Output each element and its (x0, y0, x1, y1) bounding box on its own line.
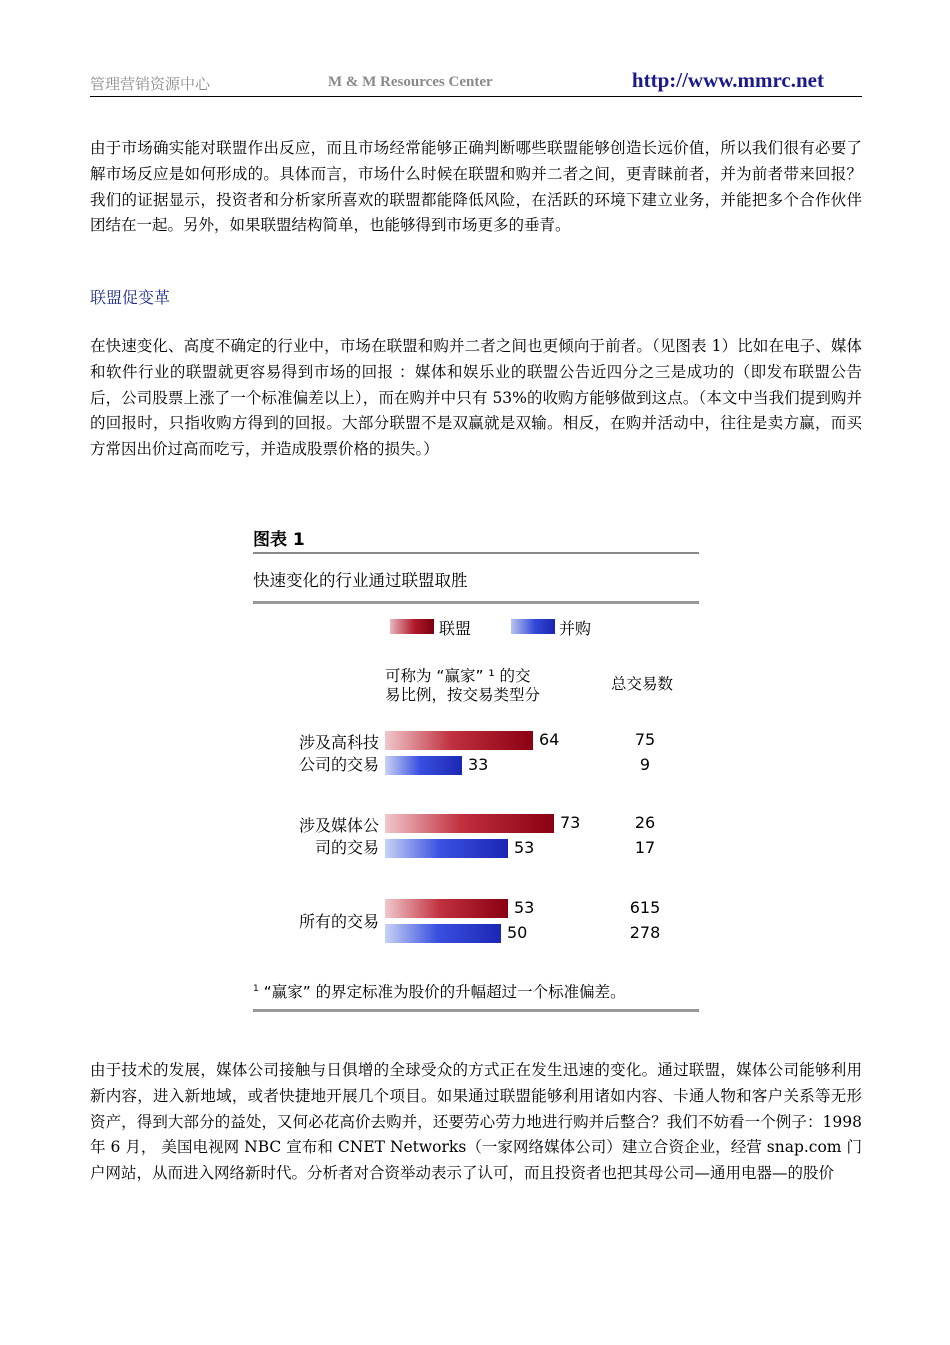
bar-value-label: 53 (514, 838, 535, 857)
bar-merger (385, 839, 508, 858)
legend-swatch-alliance (390, 619, 434, 634)
paragraph-3: 由于技术的发展，媒体公司接触与日俱增的全球受众的方式正在发生迅速的变化。通过联盟，媒体公司能够利用新内容，进入新地域，或者快捷地开展几个项目。如果通过联盟能够利用诸如内容、卡通人物和客户关系等无形资产，得到大部分的益处，又何必花高价去购并，还要劳心劳力地进行购并后整合？我们不妨看一个例子：1998 年 6 月， 美国电视网 NBC 宣布和 CNET Networks（一家网络媒体公司）建立合资企业，经营 snap.com 门户网站，从而进入网络新时代。分析者对合资举动表示了认可，而且投资者也把其母公司—通用电器—的股价 (90, 1061, 862, 1183)
column-header-left-line2: 易比例，按交易类型分 (385, 686, 541, 704)
bar-value-label: 64 (539, 730, 560, 749)
total-deals-count: 75 (634, 730, 656, 749)
figure-divider (253, 601, 699, 604)
bar-value-label: 50 (507, 923, 528, 942)
header-url-link[interactable]: http://www.mmrc.net (631, 68, 824, 92)
figure-chart (253, 522, 699, 1014)
bar-merger (385, 756, 462, 775)
total-deals-count: 278 (629, 923, 661, 942)
bar-value-label: 53 (514, 898, 535, 917)
chart-footnote (253, 980, 626, 1002)
legend-swatch-merger (511, 619, 555, 634)
figure-divider (253, 552, 699, 554)
bar-alliance (385, 899, 508, 918)
bar-value-label: 33 (468, 755, 489, 774)
figure-label: 图表 1 (253, 530, 305, 550)
total-deals-count: 17 (634, 838, 656, 857)
total-deals-count: 9 (639, 755, 651, 774)
bar-alliance (385, 814, 554, 833)
figure-divider (253, 1009, 699, 1012)
column-header-left-line1: 可称为 “赢家” ¹ 的交 (385, 667, 531, 685)
header-org-name: 管理营销资源中心 (90, 75, 211, 93)
bar-value-label: 73 (560, 813, 581, 832)
footnote-text: “赢家” 的界定标准为股价的升幅超过一个标准偏差。 (263, 983, 626, 1001)
header-center-name: M & M Resources Center (328, 74, 493, 90)
chart-title: 快速变化的行业通过联盟取胜 (253, 571, 468, 590)
legend-label-merger: 并购 (559, 619, 592, 638)
footnote-mark: 1 (253, 983, 259, 994)
column-header-right: 总交易数 (611, 675, 674, 693)
bar-alliance (385, 731, 533, 750)
page-header (90, 68, 862, 97)
category-label: 涉及媒体公 司的交易 (298, 816, 379, 857)
total-deals-count: 26 (634, 813, 656, 832)
category-label: 所有的交易 (298, 912, 379, 931)
bar-merger (385, 924, 501, 943)
section-title: 联盟促变革 (90, 288, 171, 307)
paragraph-2: 在快速变化、高度不确定的行业中，市场在联盟和购并二者之间也更倾向于前者。（见图表 1）比如在电子、媒体和软件行业的联盟就更容易得到市场的回报 ：媒体和娱乐业的联盟公告近四分之三是成功的（即发布联盟公告后，公司股票上涨了一个标准偏差以上），而在购并中只有 53%的收购方能够做到这点。（本文中当我们提到购并的回报时，只指收购方得到的回报。大部分联盟不是双赢就是双输。相反，在购并活动中，往往是卖方赢，而买方常因出价过高而吃亏，并造成股票价格的损失。） (90, 337, 862, 459)
category-label: 涉及高科技 公司的交易 (298, 733, 379, 774)
legend-label-alliance: 联盟 (439, 619, 472, 638)
paragraph-1: 由于市场确实能对联盟作出反应，而且市场经常能够正确判断哪些联盟能够创造长远价值，所以我们很有必要了解市场反应是如何形成的。具体而言，市场什么时候在联盟和购并二者之间，更青睐前者，并为前者带来回报？我们的证据显示，投资者和分析家所喜欢的联盟都能降低风险，在活跃的环境下建立业务，并能把多个合作伙伴团结在一起。另外，如果联盟结构简单，也能够得到市场更多的垂青。 (90, 139, 862, 235)
total-deals-count: 615 (629, 898, 661, 917)
